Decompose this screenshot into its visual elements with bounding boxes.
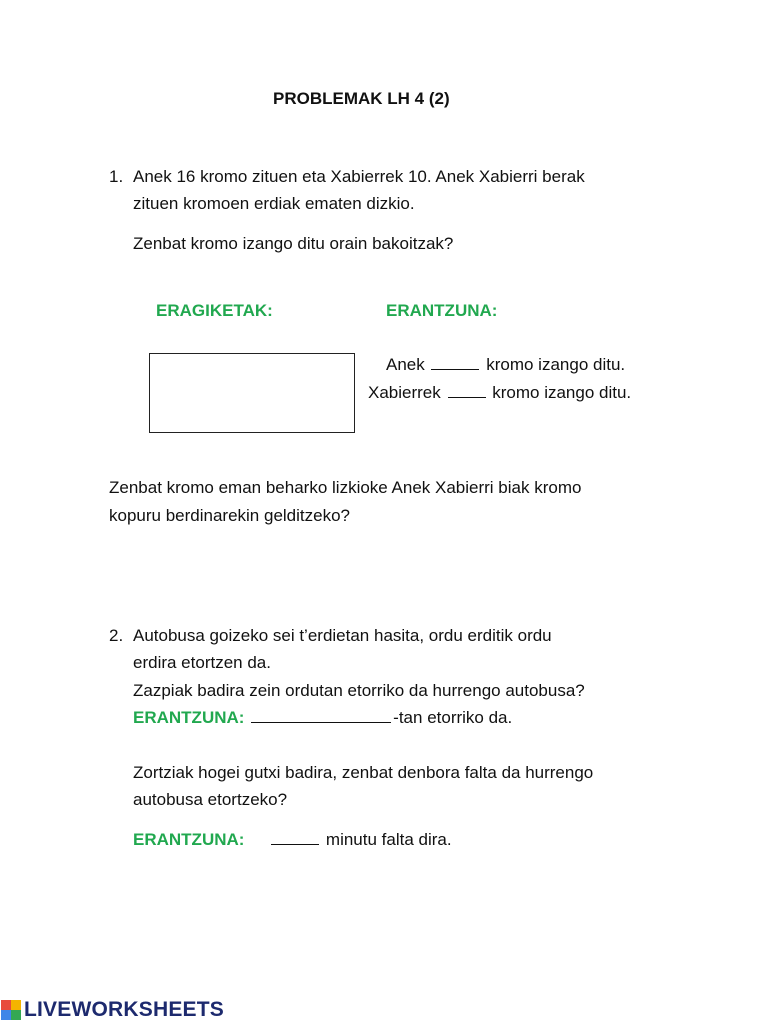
answer-line-xabierrek [368, 382, 631, 404]
logo-text: LIVEWORKSHEETS [24, 998, 224, 1021]
problem-2-number: 2. [109, 626, 124, 645]
answer-xabierrek-suffix: kromo izango ditu. [492, 383, 632, 402]
operations-label: ERAGIKETAK: [156, 301, 273, 320]
problem-2-answer-1 [133, 707, 512, 729]
problem-2-line-1: Autobusa goizeko sei t’erdietan hasita, ordu erditik ordu [133, 626, 552, 645]
answer-anek-suffix: kromo izango ditu. [486, 355, 626, 374]
followup-line-2: kopuru berdinarekin gelditzeko? [109, 506, 350, 525]
anek-blank-field[interactable] [431, 355, 479, 370]
xabierrek-blank-field[interactable] [448, 383, 486, 398]
answer-3-suffix: minutu falta dira. [325, 830, 452, 849]
operations-box[interactable] [149, 353, 355, 433]
liveworksheets-logo-icon [0, 999, 22, 1021]
liveworksheets-logo[interactable] [0, 996, 224, 1024]
minutes-blank-field[interactable] [271, 830, 319, 845]
answer-2-suffix: -tan etorriko da. [393, 708, 513, 727]
problem-1-line-2: zituen kromoen erdiak ematen dizkio. [133, 194, 415, 213]
problem-1-number: 1. [109, 167, 124, 186]
problem-2-answer-2 [133, 829, 452, 851]
time-blank-field[interactable] [251, 708, 391, 723]
answer-label-1: ERANTZUNA: [386, 301, 498, 320]
answer-label-2: ERANTZUNA: [133, 708, 245, 727]
problem-2-question-1: Zazpiak badira zein ordutan etorriko da hurrengo autobusa? [133, 681, 585, 700]
answer-xabierrek-prefix: Xabierrek [368, 383, 441, 402]
problem-1-line-1: Anek 16 kromo zituen eta Xabierrek 10. Anek Xabierri berak [133, 167, 585, 186]
page-title: PROBLEMAK LH 4 (2) [273, 89, 450, 108]
problem-2-question-2-line-1: Zortziak hogei gutxi badira, zenbat denbora falta da hurrengo [133, 763, 594, 782]
problem-1-question: Zenbat kromo izango ditu orain bakoitzak? [133, 234, 454, 253]
problem-2-question-2-line-2: autobusa etortzeko? [133, 790, 288, 809]
answer-anek-prefix: Anek [386, 355, 425, 374]
answer-label-3: ERANTZUNA: [133, 830, 245, 849]
followup-line-1: Zenbat kromo eman beharko lizkioke Anek Xabierri biak kromo [109, 478, 582, 497]
problem-2-line-2: erdira etortzen da. [133, 653, 271, 672]
answer-line-anek [386, 354, 625, 376]
